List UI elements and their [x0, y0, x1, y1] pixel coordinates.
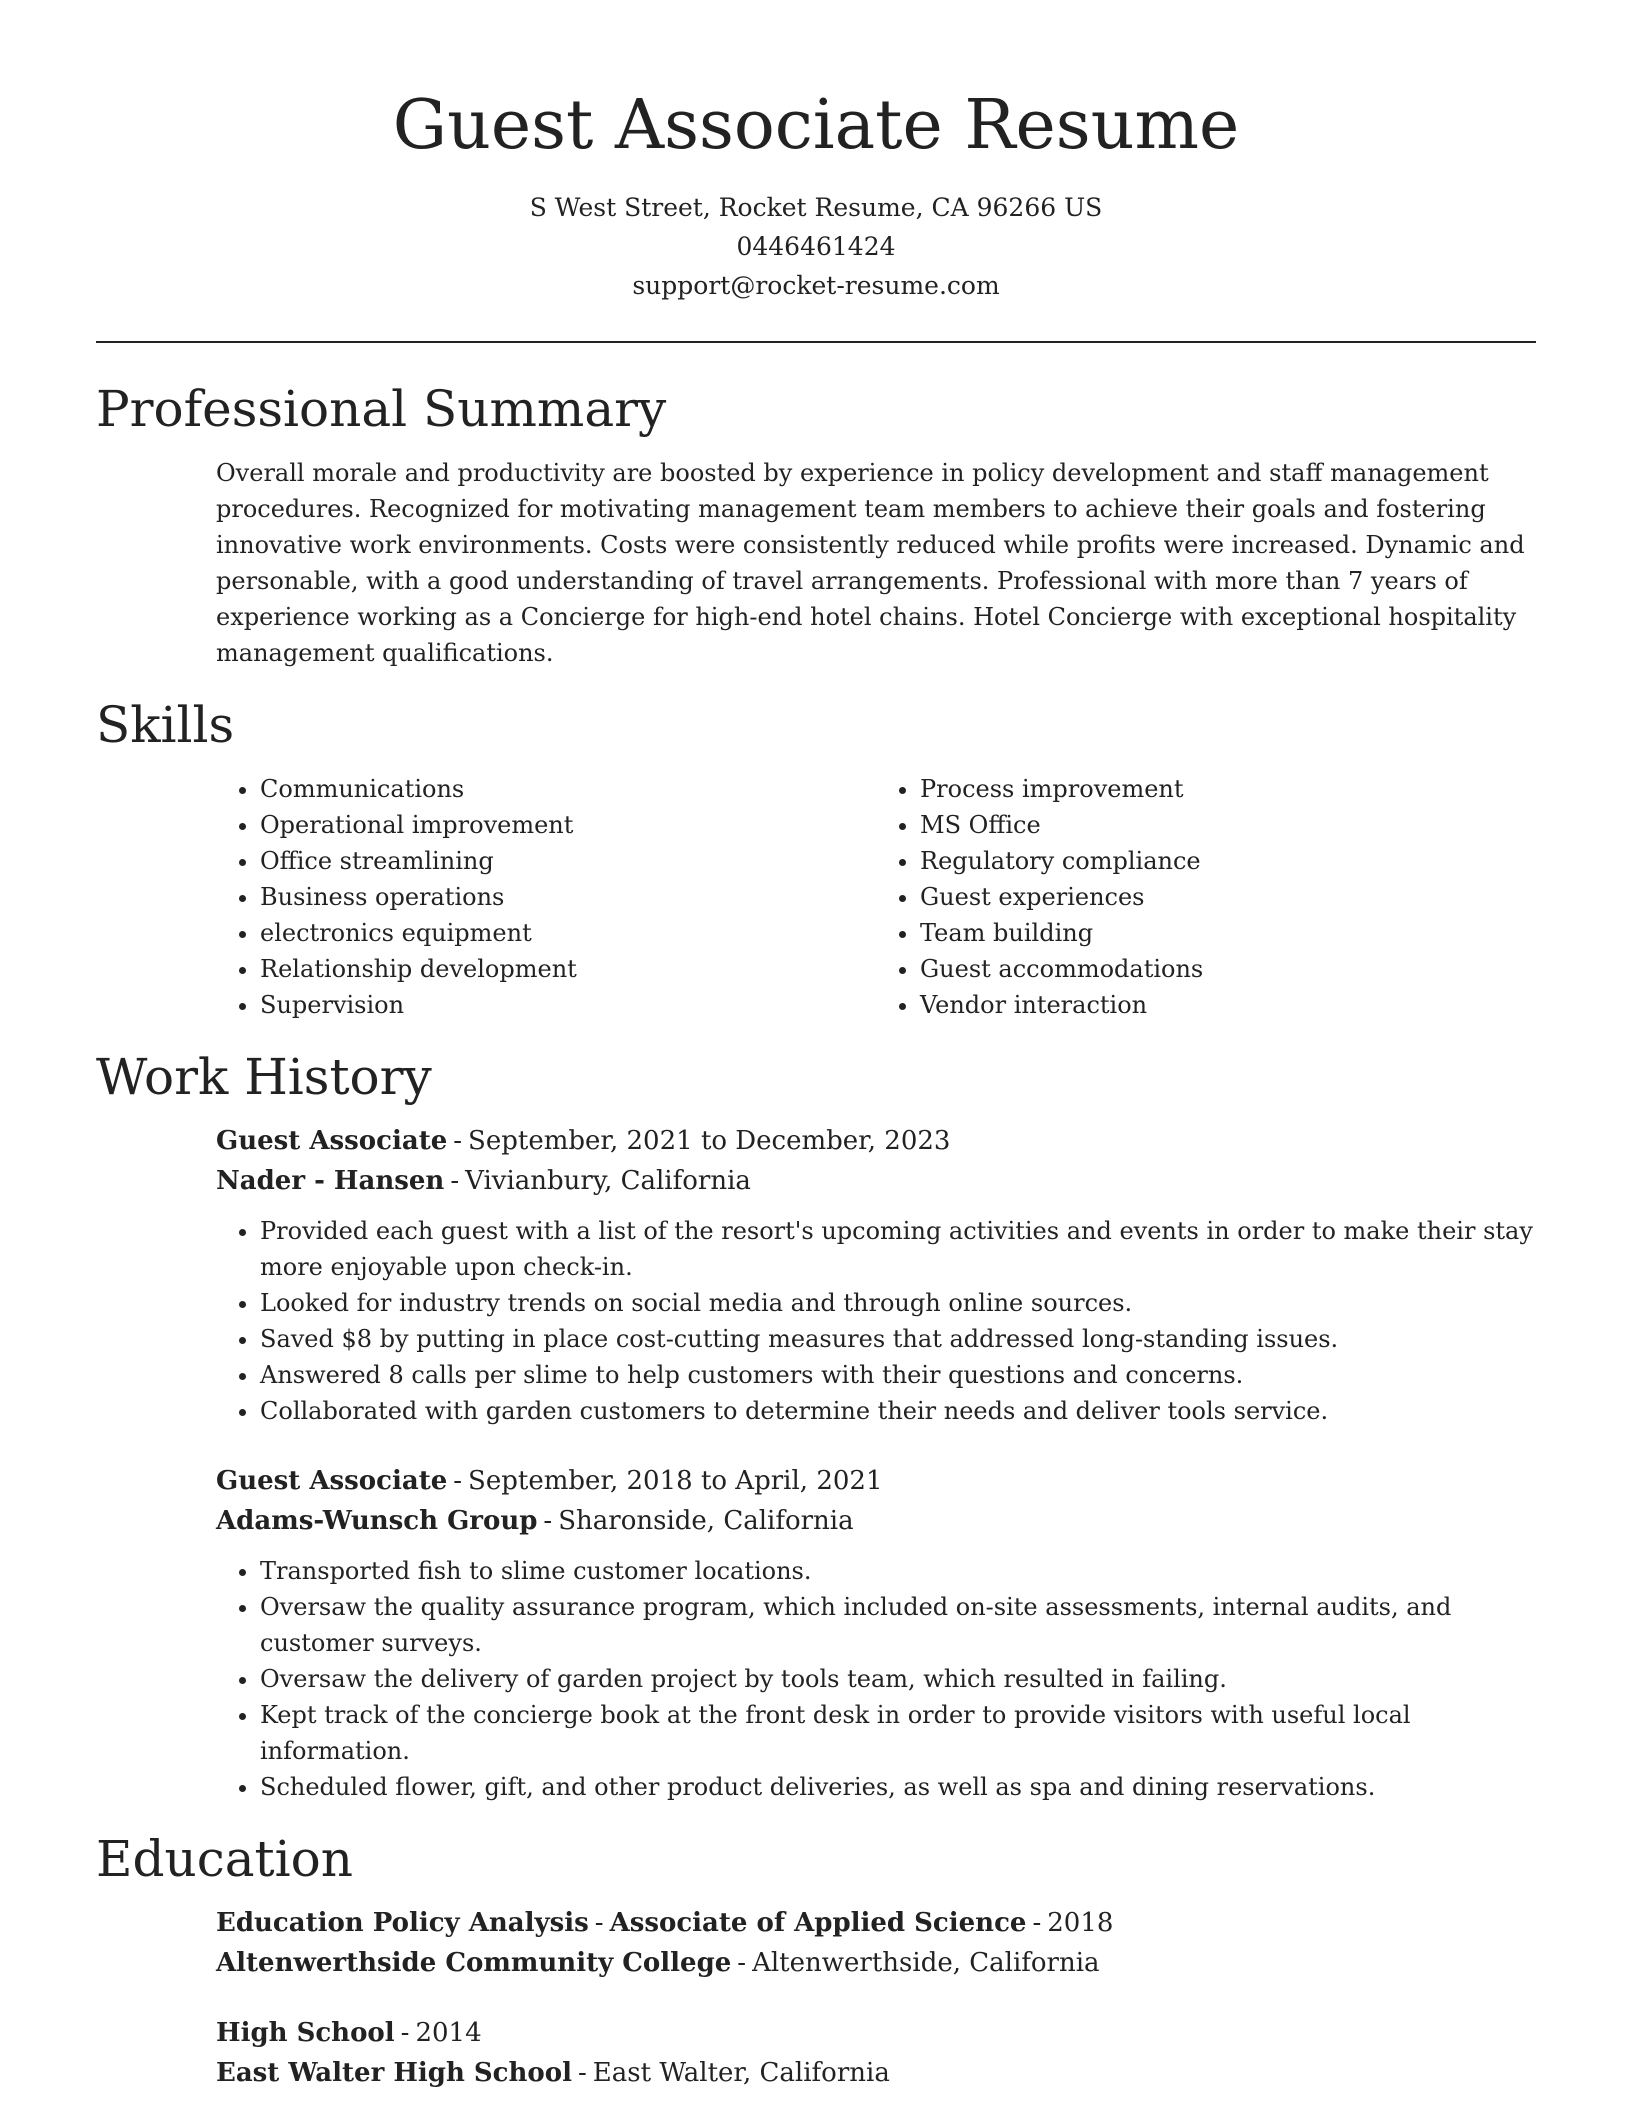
job-company: Adams-Wunsch Group — [216, 1506, 538, 1536]
skills-list-right — [876, 771, 1536, 1023]
job-bullet: • Kept track of the concierge book at the front desk in order to provide visitors with useful local information. — [260, 1697, 1536, 1769]
education-school: Altenwerthside Community College — [216, 1948, 732, 1978]
job-bullets — [216, 1213, 1536, 1429]
skill-item: • Business operations — [260, 879, 876, 915]
resume-title: Guest Associate Resume — [392, 86, 1240, 165]
work-section — [96, 1045, 1536, 1805]
job-bullet: • Answered 8 calls per slime to help customers with their questions and concerns. — [260, 1357, 1536, 1393]
job-bullet: • Provided each guest with a list of the resort's upcoming activities and events in order to make their stay more enjoyable upon check-in. — [260, 1213, 1536, 1285]
contact-address: S West Street, Rocket Resume, CA 96266 US — [529, 193, 1103, 222]
job-bullet: • Transported fish to slime customer locations. — [260, 1553, 1536, 1589]
job-dates: September, 2021 to December, 2023 — [468, 1126, 951, 1156]
job-location: Sharonside, California — [558, 1506, 854, 1536]
education-field: High School — [216, 2018, 395, 2048]
education-heading: Education — [96, 1830, 353, 1888]
skill-item: • Supervision — [260, 987, 876, 1023]
resume-header — [96, 0, 1536, 305]
skill-item: • Process improvement — [920, 771, 1536, 807]
contact-block — [96, 188, 1536, 305]
resume-page — [96, 0, 1536, 2093]
education-school-line: East Walter High School - East Walter, California — [216, 2058, 890, 2088]
skill-item: • Vendor interaction — [920, 987, 1536, 1023]
skill-item: • Team building — [920, 915, 1536, 951]
job-bullet: • Oversaw the quality assurance program, which included on-site assessments, internal audits, and customer surveys. — [260, 1589, 1536, 1661]
work-heading: Work History — [96, 1048, 432, 1106]
skill-item: • Office streamlining — [260, 843, 876, 879]
education-entry — [216, 2013, 1536, 2093]
job-company-line: Adams-Wunsch Group - Sharonside, California — [216, 1506, 854, 1536]
job-entry — [216, 1121, 1536, 1201]
skill-item: • Operational improvement — [260, 807, 876, 843]
education-degree-line: Education Policy Analysis - Associate of Applied Science - 2018 — [216, 1908, 1114, 1938]
education-school: East Walter High School — [216, 2058, 572, 2088]
header-divider — [96, 341, 1536, 343]
skill-item: • Guest accommodations — [920, 951, 1536, 987]
education-section — [96, 1827, 1536, 2093]
summary-text: Overall morale and productivity are boosted by experience in policy development and staff management procedures. Recognized for motivating management team members to achieve their goals and fostering innovative work environments. Costs were consistently reduced while profits were increased. Dynamic and personable, with a good understanding of travel arrangements. Professional with more than 7 years of experience working as a Concierge for high-end hotel chains. Hotel Concierge with exceptional hospitality management qualifications. — [216, 459, 1525, 667]
skills-list-left — [216, 771, 876, 1023]
skill-item: • Regulatory compliance — [920, 843, 1536, 879]
job-location: Vivianbury, California — [465, 1166, 751, 1196]
contact-email: support@rocket-resume.com — [632, 271, 1000, 300]
job-entry — [216, 1461, 1536, 1541]
job-title: Guest Associate — [216, 1466, 448, 1496]
skill-item: • MS Office — [920, 807, 1536, 843]
summary-section — [96, 377, 1536, 671]
job-company-line: Nader - Hansen - Vivianbury, California — [216, 1166, 751, 1196]
education-location: Altenwerthside, California — [752, 1948, 1100, 1978]
job-bullet: • Looked for industry trends on social media and through online sources. — [260, 1285, 1536, 1321]
job-bullet: • Collaborated with garden customers to determine their needs and deliver tools service. — [260, 1393, 1536, 1429]
skill-item: • Communications — [260, 771, 876, 807]
skills-section — [96, 693, 1536, 1023]
skill-item: • Guest experiences — [920, 879, 1536, 915]
education-degree: Associate of Applied Science — [609, 1908, 1027, 1938]
job-bullets — [216, 1553, 1536, 1805]
education-location: East Walter, California — [592, 2058, 890, 2088]
job-company: Nader - Hansen — [216, 1166, 445, 1196]
skills-heading: Skills — [96, 696, 235, 754]
education-degree-line: High School - 2014 — [216, 2018, 482, 2048]
skill-item: • electronics equipment — [260, 915, 876, 951]
job-bullet: • Scheduled flower, gift, and other product deliveries, as well as spa and dining reservations. — [260, 1769, 1536, 1805]
skills-grid — [216, 771, 1536, 1023]
skill-item: • Relationship development — [260, 951, 876, 987]
job-title: Guest Associate — [216, 1126, 448, 1156]
job-title-line: Guest Associate - September, 2018 to April, 2021 — [216, 1466, 883, 1496]
education-entry — [216, 1903, 1536, 1983]
job-bullet: • Saved $8 by putting in place cost-cutting measures that addressed long-standing issues. — [260, 1321, 1536, 1357]
contact-phone: 0446461424 — [736, 232, 896, 261]
job-title-line: Guest Associate - September, 2021 to December, 2023 — [216, 1126, 951, 1156]
education-year: 2018 — [1047, 1908, 1114, 1938]
education-field: Education Policy Analysis — [216, 1908, 589, 1938]
job-bullet: • Oversaw the delivery of garden project by tools team, which resulted in failing. — [260, 1661, 1536, 1697]
job-dates: September, 2018 to April, 2021 — [468, 1466, 883, 1496]
summary-heading: Professional Summary — [96, 380, 667, 438]
education-school-line: Altenwerthside Community College - Altenwerthside, California — [216, 1948, 1100, 1978]
education-year: 2014 — [415, 2018, 482, 2048]
